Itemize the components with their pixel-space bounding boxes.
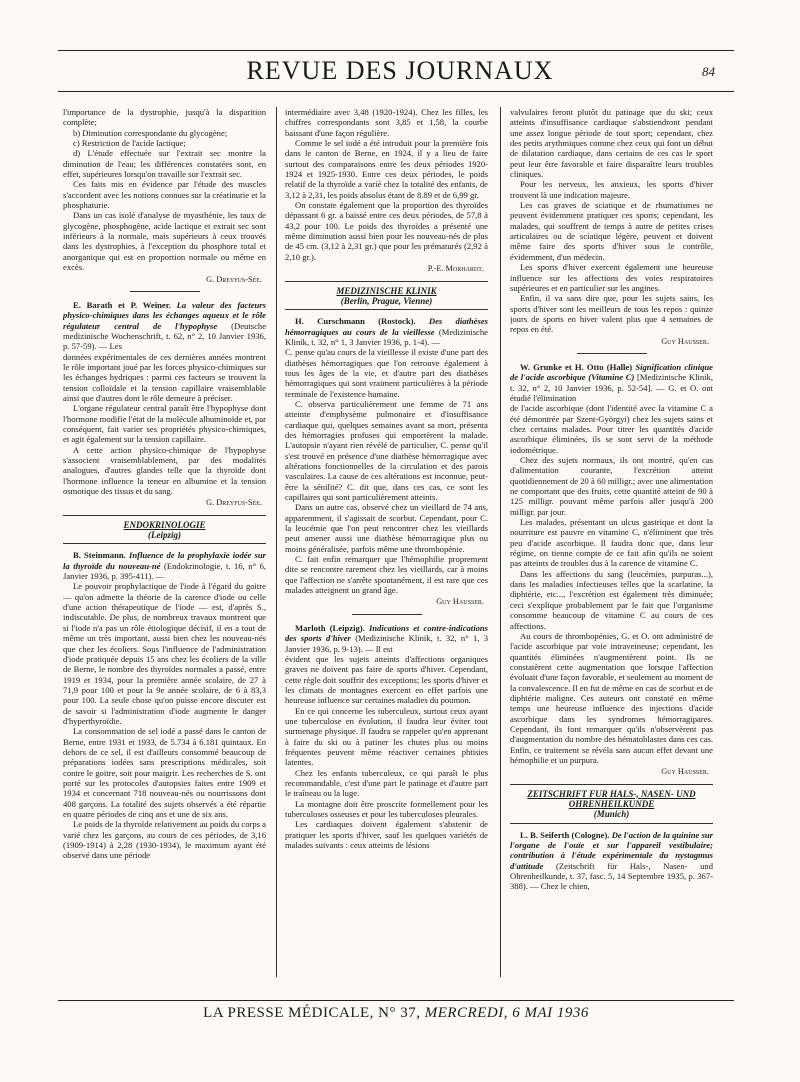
paragraph: d) L'étude effectuée sur l'extrait sec montre la diminution de l'eau; les différences constatées sont, en effet, supérieures lorsqu'on travaille sur l'extrait sec.	[63, 148, 266, 180]
signature: P.-E. Morhardt.	[427, 264, 484, 274]
paragraph: Le pouvoir prophylactique de l'iode à l'égard du goitre — qu'on admette la théorie de la carence d'iode ou celle d'une action thérapeutique de l'iode — est, d'après S., indiscutable. De plus, de nombreux travaux montrent que si l'iode n'a pas un rôle étiologique décisif, il en a tout de même un très important, aussi bien chez les nouveau-nés que chez les écoliers. Sous l'influence de l'administration d'iode pratiquée depuis 15 ans chez les écoliers de la ville de Berne, le nombre des thyroïdes normales a passé, entre 1919 et 1934, pour la première année scolaire, de 27 à 71,9 pour 100 et pour la 9e année scolaire, de 6 à 83,3 pour 100. La seule chose qu'on puisse encore discuter est de savoir si l'administration d'iode augmente le danger d'hyperthyroïdie.	[63, 581, 266, 726]
separator	[130, 291, 200, 292]
article-title: Indications et contre-indications des sports d'hiver	[285, 622, 488, 644]
column-divider-1	[276, 107, 277, 977]
paragraph: C. fait enfin remarquer que l'hémophilie proprement dite se rencontre rarement chez les vieillards, car à moins que l'affection ne s'arrête spontanément, il est rare que ces malades atteignent un grand âge.	[285, 554, 488, 596]
separator	[352, 614, 422, 615]
article-header	[63, 300, 266, 352]
header-bottom-rule	[58, 91, 734, 92]
paragraph: Dans les affections du sang (leucémies, purpuras...), dans les maladies infectieuses telles que la scarlatine, la diphtérie, etc..., l'excrétion est également très diminuée; ceci s'explique probablement par le fait que l'organisme consomme beaucoup de vitamine C au cours de ces affections.	[510, 568, 713, 631]
paragraph: Enfin, il va sans dire que, pour les sujets sains, les sports d'hiver sont les meilleurs de tous les repos : quinze jours de sports en hiver valent plus que 4 semaines de repos en été.	[510, 293, 713, 335]
paragraph: A cette action physico-chimique de l'hypophyse s'associent vraisemblablement, par des modalités analogues, d'autres glandes telle que la thyroïde dont l'hormone influence la teneur en albumine et la tension osmotique des tissus et du sang.	[63, 444, 266, 497]
section-heading	[285, 281, 488, 311]
paragraph: Dans un autre cas, observé chez un vieillard de 74 ans, apparemment, il s'agissait de scorbut. Cependant, pour C. la leucémie que l'on peut rencontrer chez les vieillards peut amener aussi une diathèse hémorragique plus ou moins généralisée, parfois même une thrombopénie.	[285, 502, 488, 554]
section-name: ENDOKRINOLOGIE	[123, 519, 206, 530]
section-city: (Berlin, Prague, Vienne)	[340, 295, 433, 306]
article-reference: (Medizinische Klinik, t. 32, n° 1, 3 Janvier 1936, p. 9-13). — Il est	[285, 633, 488, 654]
header-top-rule	[58, 50, 734, 51]
signature: G. Dreyfus-Sée.	[206, 498, 262, 508]
paragraph: l'importance de la dystrophie, jusqu'à la disparition complète;	[63, 107, 266, 128]
article-authors: Marloth (Leipzig).	[295, 622, 365, 633]
paragraph: Ces faits mis en évidence par l'étude des muscles s'accordent avec les notions connues sur la créatinurie et la phosphaturie.	[63, 179, 266, 211]
article-authors: E. Barath et P. Weiner.	[73, 299, 171, 310]
paragraph: On constate également que la proportion des thyroïdes dépassant 6 gr. a baissé entre ces deux périodes, de 57,8 à 43,2 pour 100. Le poids des thyroïdes a présenté une même diminution aussi bien pour les nouveau-nés de plus de 45 cm. (3,12 à 2,31 gr.) que pour les prématurés (2,92 à 2,10 gr.).	[285, 200, 488, 262]
article-title: De l'action de la quinine sur l'organe de l'ouïe et sur l'appareil vestibulaire; contribution à l'étude expérimentale du nystagmus d'attitude	[510, 829, 713, 871]
article-header	[510, 830, 713, 892]
paragraph: Comme le sel iodé a été introduit pour la première fois dans le canton de Berne, en 1924, il y a lieu de faire surtout des comparaisons entre les deux périodes 1920-1924 et 1925-1930. Entre ces deux périodes, le poids relatif de la thyroïde a varié chez la totalité des enfants, de 3,12 à 2,31, les poids absolus étant de 8.89 et de 6,99 gr.	[285, 138, 488, 200]
column-2	[285, 107, 488, 982]
paragraph: Les sports d'hiver exercent également une heureuse influence sur les affections des voies respiratoires supérieures et en particulier sur les angines.	[510, 262, 713, 293]
paragraph: Les cardiaques doivent également s'abstenir de pratiquer les sports d'hiver, sauf les quelques variétés de malades suivants : ceux atteints de lésions	[285, 819, 488, 851]
section-name: ZEITSCHRIFT FUR HALS-, NASEN- UND OHRENHEILKUNDE	[527, 788, 696, 809]
paragraph: Au cours de thrombopénies, G. et O. ont administré de l'acide ascorbique par voie intraveineuse; cependant, les quantités éliminées n'augmentèrent point. Ils ne constatèrent cette augmentation que lorsque l'affection évoluait d'une façon favorable, et seulement au moment de la convalescence. Il en fut de même en cas de scorbut et de diphtérie maligne. Ces auteurs ont constaté en même temps une heureuse influence des injections d'acide ascorbique dans les syndromes hémorragipares. Cependant, ils font remarquer qu'ils n'observèrent pas d'augmentation du nombre des hématoblastes dans ces cas. Enfin, ce traitement se révéla sans aucun effet devant une hémophilie et un purpura.	[510, 630, 713, 765]
article-header	[285, 623, 488, 654]
article-authors: B. Steinmann.	[73, 550, 126, 561]
article-title: Des diathèses hémorragiques au cours de la vieillesse	[285, 316, 488, 337]
article-title: La valeur des facteurs physico-chimiques dans les échanges aqueux et le rôle régulateur central de l'hypophyse	[63, 299, 266, 331]
paragraph: La consommation de sel iodé a passé dans le canton de Berne, entre 1931 et 1933, de 5.734 à 6.181 quintaux. En dehors de ce sel, il est d'ailleurs consommé beaucoup de préparations iodées sans prescriptions médicales, soit contre le goitre, soit pour maigrir. Les recherches de S. ont porté sur les protocoles d'autopsies faites entre 1909 et 1934 et concernant 718 nouveau-nés ou nourrissons dont 408 garçons. La totalité des sujets observés a été répartie en quatre périodes de cinq ans et une de six ans.	[63, 726, 266, 819]
article-reference: [Medizinische Klinik, t. 32, n° 2, 10 Janvier 1936, p. 52-54]. — G. et O. ont étudié l'élimination	[510, 372, 713, 403]
paragraph: Pour les nerveux, les anxieux, les sports d'hiver trouvent là une indication majeure.	[510, 179, 713, 200]
footer-journal: LA PRESSE MÉDICALE, N° 37,	[203, 1005, 421, 1021]
article-authors: L. B. Seiferth (Cologne).	[520, 829, 610, 840]
article-reference: (Endokrinologie, t. 16, n° 6, Janvier 1936, p. 395-411). —	[63, 560, 266, 582]
page-title: REVUE DES JOURNAUX	[246, 56, 554, 85]
paragraph: données expérimentales de ces dernières années montrent le rôle important joué par les forces physico-chimiques sur les échanges hydriques : parmi ces facteurs se trouvent la tension colloïdale et la tension capillaire vraisemblable ainsi que d'autres dont le rôle demeure à préciser.	[63, 351, 266, 403]
paragraph: Le poids de la thyroïde relativement au poids du corps a varié chez les garçons, au cours de ces périodes, de 3,16 (1909-1914) à 2,28 (1930-1934), le maximum ayant été observé dans une période	[63, 819, 266, 861]
article-reference: (Deutsche medizinische Wochenschrift, t. 62, n° 2, 10 Janvier 1936, p. 57-59). — Les	[63, 320, 266, 352]
footer-date: MERCREDI, 6 MAI 1936	[424, 1005, 589, 1021]
paragraph: En ce qui concerne les tuberculeux, surtout ceux ayant une tuberculose en évolution, il faudra leur éviter tout surmenage physique. Il faudra se rappeler qu'en apprenant à faire du ski ou à patiner les chutes plus ou moins fréquentes peuvent même réactiver certaines phtisies latentes.	[285, 705, 488, 768]
column-3	[510, 107, 713, 982]
article-title: Influence de la prophylaxie iodée sur la thyroïde du nouveau-né	[63, 550, 266, 571]
article-reference: (Medizinische Klinik, t. 32, n° 1, 3 Janvier 1936, p. 1-4). —	[285, 326, 488, 347]
signature: Guy Hausser.	[661, 767, 709, 777]
column-divider-2	[500, 107, 501, 977]
paragraph: Dans un cas isolé d'analyse de myasthénie, les taux de glycogène, phosphogène, acide lactique et extrait sec sont inférieurs à la normale, mais supérieurs à ceux trouvés dans les dystrophies, à l'exception du phosphore total et anorganique qui est en proportion normale ou même en excès.	[63, 210, 266, 273]
section-heading	[63, 515, 266, 545]
section-city: (Munich)	[593, 809, 630, 820]
section-name: MEDIZINISCHE KLINIK	[336, 285, 437, 296]
signature: Guy Hausser.	[661, 336, 709, 346]
paragraph: Les cas graves de sciatique et de rhumatismes ne peuvent évidemment pratiquer ces sports; cependant, les malades, qui souffrent de temps à autre de petites crises articulaires ou de sciatique légère, peuvent et doivent même faire des sports d'hiver sous le contrôle, évidemment, d'un médecin.	[510, 200, 713, 262]
paragraph: intermédiaire avec 3,48 (1920-1924). Chez les filles, les chiffres correspondants sont 3,85 et 1,58, la courbe baissant d'une façon régulière.	[285, 107, 488, 138]
paragraph: La montagne doit être proscrite formellement pour les tuberculoses osseuses et pour les tuberculoses pleurales.	[285, 798, 488, 819]
signature: Guy Hausser.	[436, 597, 484, 607]
section-heading	[510, 784, 713, 824]
article-reference: (Zeitschrift für Hals-, Nasen- und Ohrenheilkunde, t. 37, fasc. 5, 14 Septembre 1935, p. 367-388). — Chez le chien,	[510, 860, 713, 892]
paragraph: c) Restriction de l'acide lactique;	[73, 138, 186, 149]
article-authors: H. Curschmann (Rostock).	[295, 316, 416, 327]
paragraph: valvulaires feront plutôt du patinage que du ski; ceux atteints d'insuffisance cardiaque s'abstiendront pendant une assez longue période de tout sport; cependant, chez des petits arythmiques comme chez ceux qui font un début de dilatation cardiaque, dans certains de ces cas le sport peut leur être favorable et faire disparaître leurs troubles cliniques.	[510, 107, 713, 180]
paragraph: C. pense qu'au cours de la vieillesse il existe d'une part des diathèses hémorragiques que l'on retrouve également à tous les âges de la vie, et d'autre part des diathèses hémorragiques qui sont vraiment particulières à la période terminale de l'existence humaine.	[285, 347, 488, 399]
paragraph: de l'acide ascorbique (dont l'identité avec la vitamine C a été démontrée par Szent-Györgyi) chez les sujets sains et chez certains malades. Pour titrer les quantités d'acide ascorbique éliminées, ils se sont servi de la méthode iodométrique.	[510, 403, 713, 455]
article-header	[285, 316, 488, 347]
article-header	[63, 550, 266, 581]
section-city: (Leipzig)	[148, 530, 181, 541]
paragraph: L'organe régulateur central paraît être l'hypophyse dont l'hormone modifie l'état de la molécule albuminoïde et, par conséquent, fait varier ses propriétés physico-chimiques, et agit également sur la tension capillaire.	[63, 403, 266, 445]
paragraph: Chez des sujets normaux, ils ont montré, qu'en cas d'alimentation courante, l'excrétion atteint quotidiennement de 20 à 60 milligr.; avec une alimentation ne comportant que des fruits, cette quantité atteint de 90 à 125 milligr. pouvant même parfois aller jusqu'à 200 milligr. par jour.	[510, 455, 713, 517]
article-authors: W. Grunke et H. Otto (Halle)	[520, 361, 633, 372]
separator	[577, 353, 647, 354]
paragraph: Chez les enfants tuberculeux, ce qui paraît le plus recommandable, c'est d'une part le patinage et d'autre part le traîneau ou la luge.	[285, 767, 488, 799]
page-number: 84	[702, 64, 715, 79]
article-title: Signification clinique de l'acide ascorbique (Vitamine C)	[510, 361, 713, 383]
column-1	[63, 107, 266, 982]
article-header	[510, 362, 713, 403]
paragraph: évident que les sujets atteints d'affections organiques graves ne doivent pas faire de sports d'hiver. Cependant, cette règle doit souffrir des exceptions; les sports d'hiver et les climats de montagnes exercent en effet parfois une heureuse influence sur certaines maladies du poumon.	[285, 653, 488, 706]
page-footer	[58, 1000, 734, 1022]
paragraph: Les malades, présentant un ulcus gastrique et dont la nourriture est pauvre en vitamine C, n'éliminent que très peu d'acide ascorbique. Il faudra donc que, dans leur régime, on tienne compte de ce fait afin qu'ils ne soient pas atteints de troubles dus à la carence de vitamine C.	[510, 517, 713, 569]
signature: G. Dreyfus-Sée.	[206, 274, 262, 284]
paragraph: C. observa particulièrement une femme de 71 ans atteinte d'emphysème pulmonaire et d'insuffisance cardiaque qui, quelques semaines avant sa mort, présenta des hémorragies profuses qui emportèrent la malade. L'autopsie n'ayant rien révélé de particulier, C. pense qu'il s'est trouvé en présence d'une diathèse hémorragique avec altérations fonctionnelles de la circulation et des parois vasculaires. La cause de ces altérations est inconnue, peut-être la sénilité? C. dit que, dans ces cas, ce sont les capillaires qui sont particulièrement atteints.	[285, 398, 488, 503]
paragraph: b) Diminution correspondante du glycogène;	[73, 127, 228, 138]
